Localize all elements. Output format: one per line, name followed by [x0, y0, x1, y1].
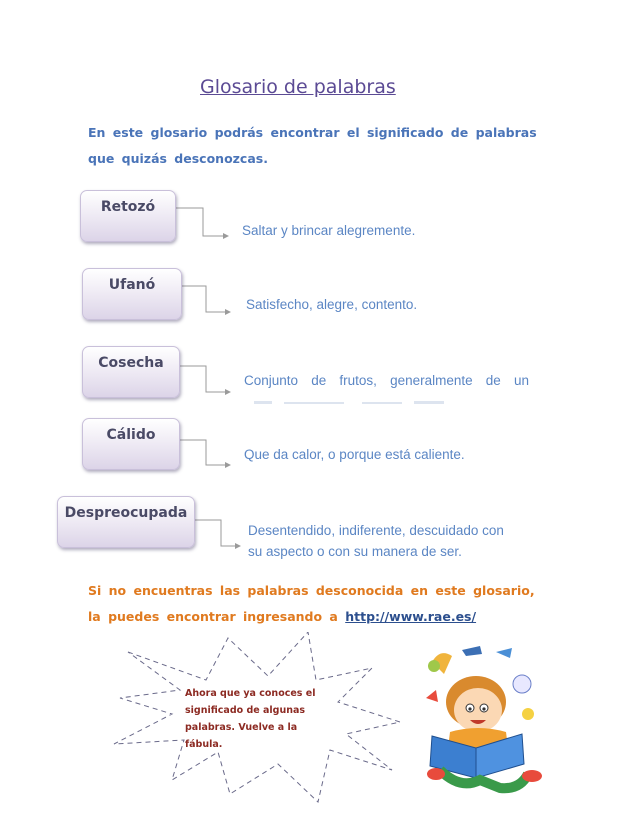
- rae-link[interactable]: http://www.rae.es/: [345, 609, 477, 624]
- definition-retozo: Saltar y brincar alegremente.: [242, 223, 416, 238]
- term-despreocupada: Despreocupada: [57, 496, 195, 548]
- connector-retozo: [176, 208, 228, 236]
- faded-text-fragment: [244, 396, 464, 408]
- page-title: Glosario de palabras: [200, 76, 396, 98]
- reading-child-icon: [410, 640, 560, 795]
- definition-despreocupada: Desentendido, indiferente, descuidado con su aspecto o con su manera de ser.: [248, 523, 504, 559]
- intro-paragraph: En este glosario podrás encontrar el significado de palabras que quizás desconozcas.: [88, 125, 537, 166]
- term-cosecha: Cosecha: [82, 346, 180, 398]
- definition-calido: Que da calor, o porque está caliente.: [244, 447, 465, 462]
- definition-ufano: Satisfecho, alegre, contento.: [246, 297, 418, 312]
- connector-calido: [180, 440, 230, 465]
- term-calido: Cálido: [82, 418, 180, 470]
- footer-text: Si no encuentras las palabras desconocida en este glosario, la puedes encontrar ingresando a: [88, 583, 535, 624]
- connector-despreocupada: [195, 520, 240, 546]
- definition-cosecha: Conjunto de frutos, generalmente de un: [244, 373, 529, 388]
- callout-text: Ahora que ya conoces el significado de algunas palabras. Vuelve a la fábula.: [185, 688, 316, 750]
- footer-paragraph: [88, 578, 538, 630]
- connector-ufano: [182, 286, 230, 312]
- connector-cosecha: [180, 366, 230, 392]
- term-retozo: Retozó: [80, 190, 176, 242]
- term-ufano: Ufanó: [82, 268, 182, 320]
